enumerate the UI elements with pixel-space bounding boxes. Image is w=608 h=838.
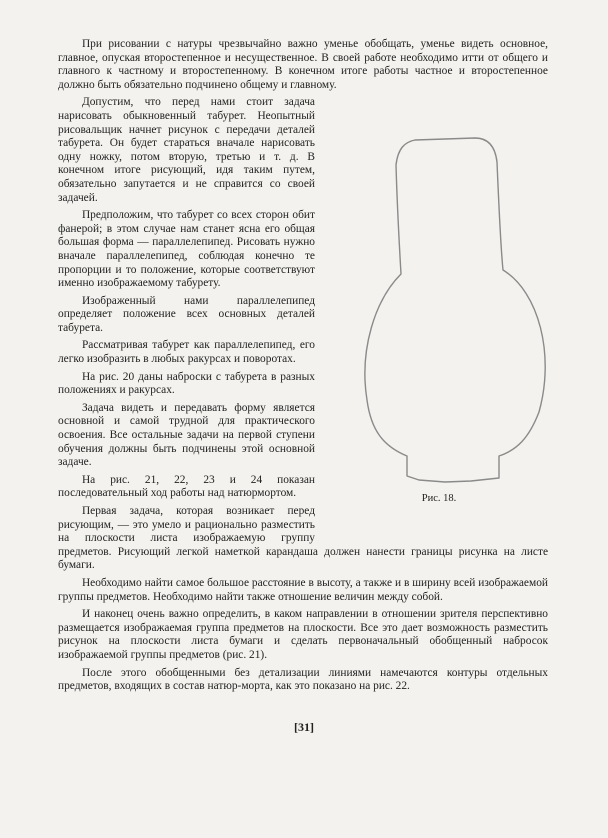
- body-text: [58, 38, 548, 698]
- vase-sketch: [327, 100, 551, 536]
- paragraph-6: На рис. 20 даны наброски с табурета в разных положениях и ракурсах.: [58, 370, 315, 397]
- paragraph-2: Допустим, что перед нами стоит задача нарисовать обыкновенный табурет. Неопытный рисовальщик начнет рисунок с передачи деталей табурета. Он будет стараться вначале нарисовать одну ножку, потом вторую, третью и т. д. В конечном итоге рисующий, идя таким путем, обязательно запутается и не справится со своей задачей.: [58, 96, 315, 204]
- figure-caption: Рис. 18.: [421, 493, 457, 505]
- paragraph-3: Предположим, что табурет со всех сторон обит фанерой; в этом случае нам станет ясна его общая большая форма — параллелепипед. Рисовать нужно вначале параллелепипед, соблюдая конечно те пропорции и то положение, которые соответствуют именно изображаемому табурету.: [58, 209, 315, 290]
- vase-outline: [365, 138, 545, 482]
- paragraph-10: Необходимо найти самое большое расстояние в высоту, а также и в ширину всей изображаемой группы предметов. Необходимо найти также отношение величин между собой.: [58, 576, 548, 603]
- page-number: [31]: [294, 720, 314, 734]
- paragraph-8: На рис. 21, 22, 23 и 24 показан последовательный ход работы над натюрмортом.: [58, 473, 315, 500]
- paragraph-7: Задача видеть и передавать форму является основной и самой трудной для практического освоения. Все остальные задачи на первой ступени обучения должны быть подчинены этой основной задаче.: [58, 401, 315, 469]
- paragraph-5: Рассматривая табурет как параллелепипед, его легко изобразить в любых ракурсах и поворотах.: [58, 339, 315, 366]
- paragraph-12: После этого обобщенными без детализации линиями намечаются контуры отдельных предметов, входящих в состав натюр-морта, как это показано на рис. 22.: [58, 666, 548, 693]
- paragraph-9: Первая задача, которая возникает перед рисующим, — это умело и рационально разместить на плоскости листа изображаемую группу предметов. Рисующий легкой наметкой карандаша должен нанести границы рисунка на листе бумаги.: [58, 505, 548, 572]
- paragraph-4: Изображенный нами параллелепипед определяет положение всех основных деталей табурета.: [58, 294, 315, 334]
- paragraph-1: При рисовании с натуры чрезвычайно важно уменье обобщать, уменье видеть основное, главное, опуская второстепенное и несущественное. В своей работе необходимо итти от общего и главного к частному и второстепенному. В конечном итоге работы частное и второстепенное должно быть обязательно подчинено общему и главному.: [58, 38, 548, 91]
- paragraph-11: И наконец очень важно определить, в каком направлении в отношении зрителя перспективно размещается изображаемая группа предметов на плоскости. Все это дает возможность разместить рисунок на плоскости листа бумаги и сделать первоначальный обобщенный набросок изображаемой группы предметов (рис. 21).: [58, 608, 548, 661]
- figure-18: [327, 100, 551, 536]
